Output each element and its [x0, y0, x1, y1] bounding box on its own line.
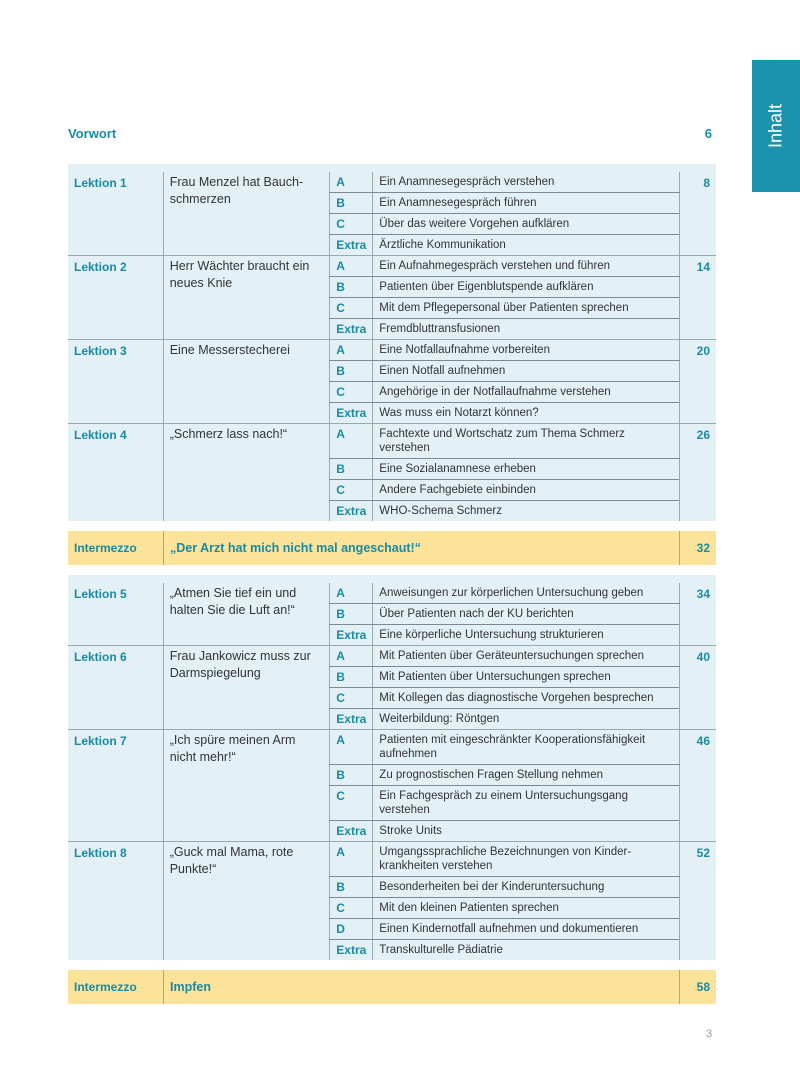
- intermezzo-block: [68, 970, 716, 1004]
- lesson-label: Lektion 6: [68, 646, 163, 730]
- lesson-page: 8: [680, 172, 716, 256]
- section-topic: Andere Fachgebiete einbinden: [373, 480, 680, 501]
- page-number: 3: [706, 1028, 713, 1040]
- lesson-title: Frau Menzel hat Bauch-schmerzen: [163, 172, 330, 256]
- section-topic: Ein Aufnahmegespräch verstehen und führen: [373, 256, 680, 277]
- lesson-section-row[interactable]: [68, 583, 716, 604]
- intermezzo-title: „Der Arzt hat mich nicht mal angeschaut!“: [164, 531, 680, 565]
- intermezzo-page: 58: [680, 970, 717, 1004]
- section-letter: A: [330, 646, 373, 667]
- section-topic: Besonderheiten bei der Kinderuntersuchung: [373, 877, 680, 898]
- section-topic: Umgangssprachliche Bezeichnungen von Kinder-krankheiten verstehen: [373, 842, 680, 877]
- section-letter: A: [330, 583, 373, 604]
- section-topic: Anweisungen zur körperlichen Untersuchung geben: [373, 583, 680, 604]
- section-topic: Über das weitere Vorgehen aufklären: [373, 214, 680, 235]
- section-letter: Extra: [330, 821, 373, 842]
- section-topic: Ein Fachgespräch zu einem Untersuchungsgang verstehen: [373, 786, 680, 821]
- lesson-section-row[interactable]: [68, 730, 716, 765]
- lesson-title: „Atmen Sie tief ein und halten Sie die Luft an!“: [163, 583, 330, 646]
- lesson-page: 46: [680, 730, 716, 842]
- section-letter: B: [330, 667, 373, 688]
- section-topic: Ärztliche Kommunikation: [373, 235, 680, 256]
- lesson-page: 20: [680, 340, 716, 424]
- lesson-title: „Guck mal Mama, rote Punkte!“: [163, 842, 330, 961]
- section-topic: Einen Kindernotfall aufnehmen und dokumentieren: [373, 919, 680, 940]
- section-topic: Über Patienten nach der KU berichten: [373, 604, 680, 625]
- section-letter: Extra: [330, 235, 373, 256]
- lesson-page: 14: [680, 256, 716, 340]
- section-letter: B: [330, 193, 373, 214]
- section-letter: B: [330, 459, 373, 480]
- section-letter: A: [330, 256, 373, 277]
- lesson-page: 40: [680, 646, 716, 730]
- section-topic: Eine Notfallaufnahme vorbereiten: [373, 340, 680, 361]
- section-letter: B: [330, 877, 373, 898]
- section-topic: Stroke Units: [373, 821, 680, 842]
- block-padding: [68, 164, 716, 172]
- lesson-title: „Schmerz lass nach!“: [163, 424, 330, 522]
- lesson-page: 34: [680, 583, 716, 646]
- lesson-page: 26: [680, 424, 716, 522]
- section-letter: C: [330, 688, 373, 709]
- section-letter: C: [330, 214, 373, 235]
- section-topic: Angehörige in der Notfallaufnahme verstehen: [373, 382, 680, 403]
- lesson-section-row[interactable]: [68, 172, 716, 193]
- section-letter: A: [330, 340, 373, 361]
- section-topic: Fachtexte und Wortschatz zum Thema Schmerz verstehen: [373, 424, 680, 459]
- block-padding: [68, 575, 716, 583]
- intermezzo-title: Impfen: [164, 970, 680, 1004]
- vorwort-label: Vorwort: [68, 126, 117, 141]
- section-topic: Einen Notfall aufnehmen: [373, 361, 680, 382]
- lesson-section-row[interactable]: [68, 256, 716, 277]
- lesson-label: Lektion 2: [68, 256, 163, 340]
- section-topic: Patienten über Eigenblutspende aufklären: [373, 277, 680, 298]
- section-letter: C: [330, 786, 373, 821]
- section-topic: Eine Sozialanamnese erheben: [373, 459, 680, 480]
- lesson-section-row[interactable]: [68, 424, 716, 459]
- lesson-title: Herr Wächter braucht ein neues Knie: [163, 256, 330, 340]
- intermezzo-page: 32: [680, 531, 717, 565]
- section-topic: Transkulturelle Pädiatrie: [373, 940, 680, 961]
- section-topic: Mit Patienten über Geräteuntersuchungen sprechen: [373, 646, 680, 667]
- section-letter: D: [330, 919, 373, 940]
- section-topic: Mit dem Pflegepersonal über Patienten sprechen: [373, 298, 680, 319]
- table-of-contents: [68, 164, 716, 1014]
- section-topic: Mit Patienten über Untersuchungen sprechen: [373, 667, 680, 688]
- section-letter: B: [330, 765, 373, 786]
- section-letter: C: [330, 298, 373, 319]
- section-letter: A: [330, 730, 373, 765]
- lessons-block: [68, 164, 716, 521]
- lesson-page: 52: [680, 842, 716, 961]
- lesson-label: Lektion 7: [68, 730, 163, 842]
- lesson-title: Frau Jankowicz muss zur Darmspiegelung: [163, 646, 330, 730]
- lesson-section-row[interactable]: [68, 340, 716, 361]
- section-letter: Extra: [330, 319, 373, 340]
- section-topic: Mit Kollegen das diagnostische Vorgehen besprechen: [373, 688, 680, 709]
- section-letter: C: [330, 382, 373, 403]
- section-topic: Weiterbildung: Röntgen: [373, 709, 680, 730]
- section-topic: Fremdbluttransfusionen: [373, 319, 680, 340]
- section-letter: Extra: [330, 709, 373, 730]
- lesson-label: Lektion 1: [68, 172, 163, 256]
- section-letter: A: [330, 424, 373, 459]
- vorwort-page: 6: [704, 126, 712, 141]
- section-letter: Extra: [330, 940, 373, 961]
- intermezzo-block: [68, 531, 716, 565]
- lesson-title: „Ich spüre meinen Arm nicht mehr!“: [163, 730, 330, 842]
- toc-entry-vorwort[interactable]: [68, 126, 716, 146]
- lesson-label: Lektion 5: [68, 583, 163, 646]
- section-letter: C: [330, 480, 373, 501]
- section-topic: Ein Anamnesegespräch verstehen: [373, 172, 680, 193]
- section-letter: A: [330, 172, 373, 193]
- lessons-block: [68, 575, 716, 960]
- section-topic: Ein Anamnesegespräch führen: [373, 193, 680, 214]
- toc-entry-intermezzo[interactable]: [68, 531, 716, 565]
- intermezzo-label: Intermezzo: [68, 531, 164, 565]
- section-topic: Mit den kleinen Patienten sprechen: [373, 898, 680, 919]
- section-topic: Was muss ein Notarzt können?: [373, 403, 680, 424]
- section-topic: WHO-Schema Schmerz: [373, 501, 680, 522]
- section-tab-inhalt[interactable]: [752, 60, 800, 192]
- section-letter: C: [330, 898, 373, 919]
- lesson-label: Lektion 3: [68, 340, 163, 424]
- section-letter: B: [330, 604, 373, 625]
- lesson-section-row[interactable]: [68, 842, 716, 877]
- section-letter: A: [330, 842, 373, 877]
- toc-entry-intermezzo[interactable]: [68, 970, 716, 1004]
- lesson-title: Eine Messerstecherei: [163, 340, 330, 424]
- section-letter: B: [330, 277, 373, 298]
- lesson-section-row[interactable]: [68, 646, 716, 667]
- section-topic: Zu prognostischen Fragen Stellung nehmen: [373, 765, 680, 786]
- section-topic: Patienten mit eingeschränkter Kooperationsfähigkeit aufnehmen: [373, 730, 680, 765]
- section-letter: B: [330, 361, 373, 382]
- lesson-label: Lektion 8: [68, 842, 163, 961]
- section-letter: Extra: [330, 501, 373, 522]
- section-letter: Extra: [330, 625, 373, 646]
- intermezzo-label: Intermezzo: [68, 970, 164, 1004]
- section-letter: Extra: [330, 403, 373, 424]
- section-tab-label: Inhalt: [765, 103, 786, 149]
- lesson-label: Lektion 4: [68, 424, 163, 522]
- section-topic: Eine körperliche Untersuchung strukturieren: [373, 625, 680, 646]
